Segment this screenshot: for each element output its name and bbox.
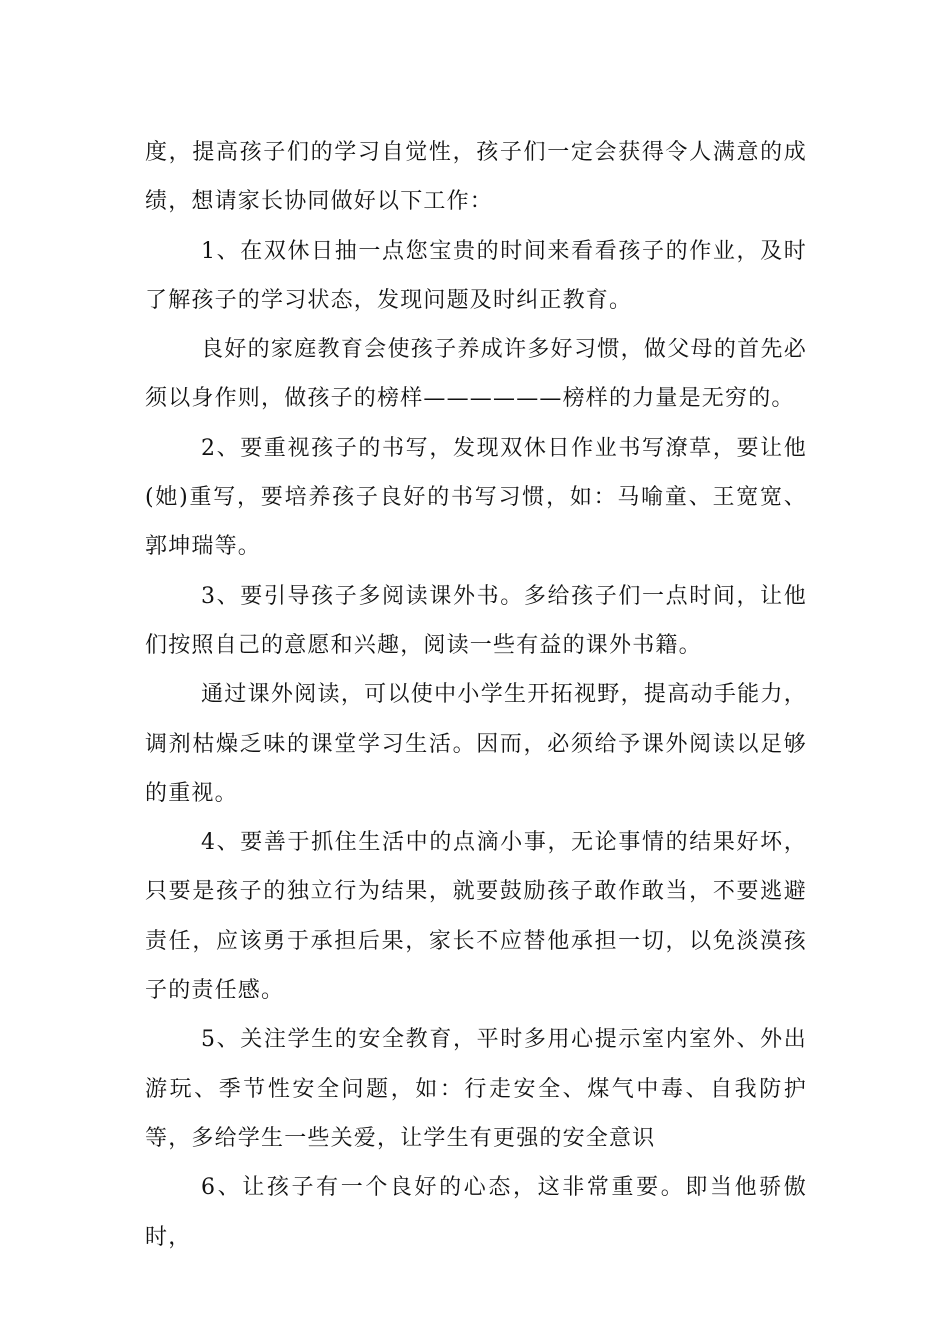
- paragraph-item-4: 4、要善于抓住生活中的点滴小事，无论事情的结果好坏，只要是孩子的独立行为结果，就要鼓励孩子敢作敢当，不要逃避责任，应该勇于承担后果，家长不应替他承担一切，以免淡漠孩子的责任感。: [145, 830, 807, 1004]
- paragraph-item-1: 1、在双休日抽一点您宝贵的时间来看看孩子的作业，及时了解孩子的学习状态，发现问题及时纠正教育。: [145, 238, 807, 313]
- document-body: [145, 128, 807, 1262]
- paragraph-item-2: 2、要重视孩子的书写，发现双休日作业书写潦草，要让他(她)重写，要培养孩子良好的书写习惯，如：马喻童、王宽宽、郭坤瑞等。: [145, 435, 807, 560]
- paragraph-item-6: 6、让孩子有一个良好的心态，这非常重要。即当他骄傲时，: [145, 1175, 807, 1250]
- paragraph-reading-benefits: 通过课外阅读，可以使中小学生开拓视野，提高动手能力，调剂枯燥乏味的课堂学习生活。因而，必须给予课外阅读以足够的重视。: [145, 682, 807, 806]
- paragraph-item-3: 3、要引导孩子多阅读课外书。多给孩子们一点时间，让他们按照自己的意愿和兴趣，阅读一些有益的课外书籍。: [145, 583, 807, 658]
- paragraph-item-5: 5、关注学生的安全教育，平时多用心提示室内室外、外出游玩、季节性安全问题，如：行走安全、煤气中毒、自我防护等，多给学生一些关爱，让学生有更强的安全意识: [145, 1027, 807, 1151]
- paragraph-intro-continuation: 度，提高孩子们的学习自觉性，孩子们一定会获得令人满意的成绩，想请家长协同做好以下工作：: [145, 140, 807, 215]
- paragraph-family-education: 良好的家庭教育会使孩子养成许多好习惯，做父母的首先必须以身作则，做孩子的榜样——————榜样的力量是无穷的。: [145, 337, 807, 412]
